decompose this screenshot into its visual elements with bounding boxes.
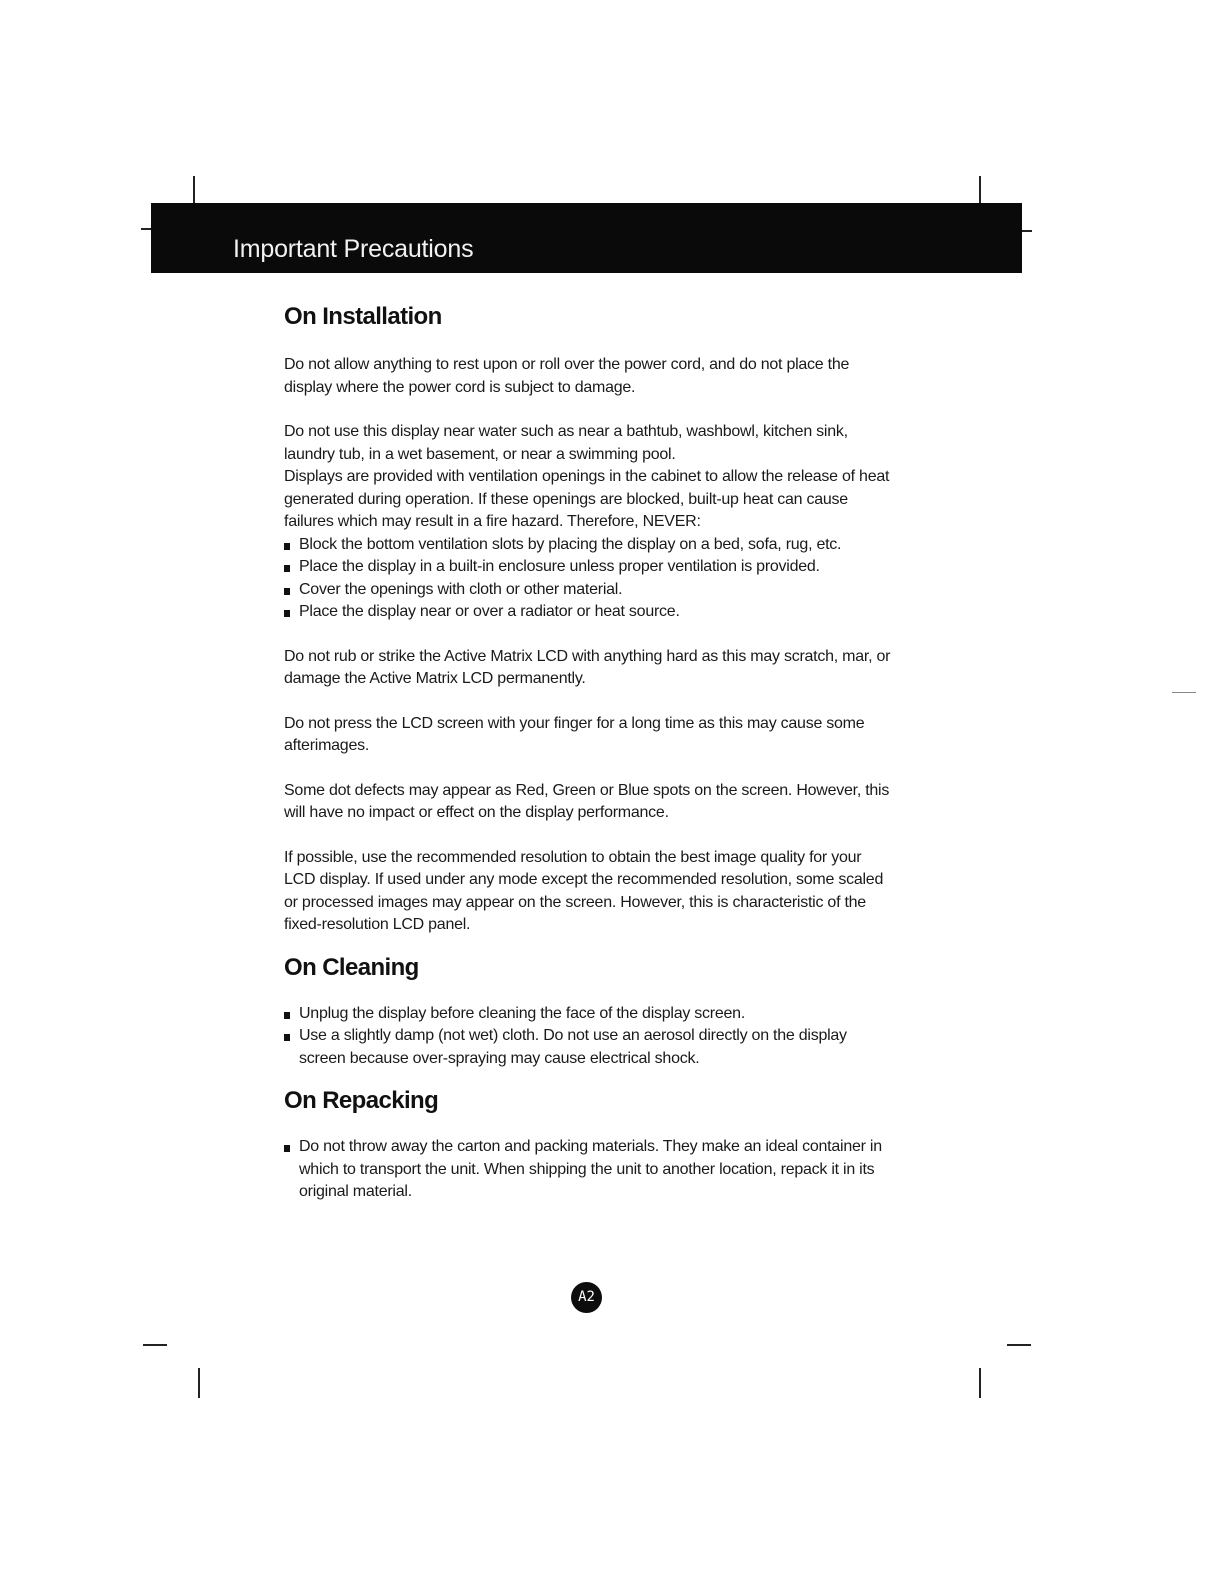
list-item: Place the display in a built-in enclosure unless proper ventilation is provided. (284, 556, 894, 579)
installation-paragraph: Displays are provided with ventilation openings in the cabinet to allow the release of heat generated during operation. If these openings are blocked, built-up heat can cause failures which may result in a fire hazard. Therefore, NEVER: (284, 468, 890, 530)
list-item: Cover the openings with cloth or other material. (284, 579, 894, 602)
repacking-list (284, 1136, 894, 1204)
header-bar (151, 203, 1022, 273)
main-content (284, 300, 894, 1204)
section-heading-repacking: On Repacking (284, 1087, 439, 1114)
crop-mark-bottom-left-vertical (198, 1368, 200, 1398)
installation-paragraph: Do not rub or strike the Active Matrix LCD with anything hard as this may scratch, mar, or damage the Active Matrix LCD permanently. (284, 647, 891, 687)
installation-paragraph: Do not use this display near water such as near a bathtub, washbowl, kitchen sink, laundry tub, in a wet basement, or near a swimming pool. (284, 423, 848, 463)
crop-mark-bottom-right-vertical (979, 1368, 981, 1398)
installation-paragraph: Do not allow anything to rest upon or roll over the power cord, and do not place the display where the power cord is subject to damage. (284, 356, 850, 396)
installation-paragraph: Some dot defects may appear as Red, Green or Blue spots on the screen. However, this will have no impact or effect on the display performance. (284, 781, 890, 821)
list-item: Do not throw away the carton and packing materials. They make an ideal container in which to transport the unit. When shipping the unit to another location, repack it in its original material. (284, 1136, 894, 1204)
never-list (284, 534, 894, 624)
list-item: Use a slightly damp (not wet) cloth. Do not use an aerosol directly on the display screen because over-spraying may cause electrical shock. (284, 1025, 894, 1070)
section-heading-cleaning: On Cleaning (284, 953, 419, 981)
crop-mark-bottom-right-horizontal (1007, 1344, 1031, 1346)
list-item: Unplug the display before cleaning the face of the display screen. (284, 1003, 894, 1026)
installation-paragraph: If possible, use the recommended resolution to obtain the best image quality for your LCD display. If used under any mode except the recommended resolution, some scaled or processed images may appear on the screen. However, this is characteristic of the fixed-resolution LCD panel. (284, 848, 884, 933)
installation-paragraph: Do not press the LCD screen with your finger for a long time as this may cause some afterimages. (284, 714, 865, 754)
list-item: Block the bottom ventilation slots by placing the display on a bed, sofa, rug, etc. (284, 534, 894, 557)
crop-mark-top-right-vertical (979, 176, 981, 206)
crop-mark-bottom-left-horizontal (143, 1344, 167, 1346)
page-number-badge: A2 (571, 1282, 602, 1313)
page-title: Important Precautions (233, 235, 474, 263)
side-mark-right (1172, 692, 1196, 693)
list-item: Place the display near or over a radiator or heat source. (284, 601, 894, 624)
cleaning-list (284, 1003, 894, 1071)
crop-mark-top-left-vertical (193, 176, 195, 206)
section-heading-installation: On Installation (284, 303, 442, 330)
